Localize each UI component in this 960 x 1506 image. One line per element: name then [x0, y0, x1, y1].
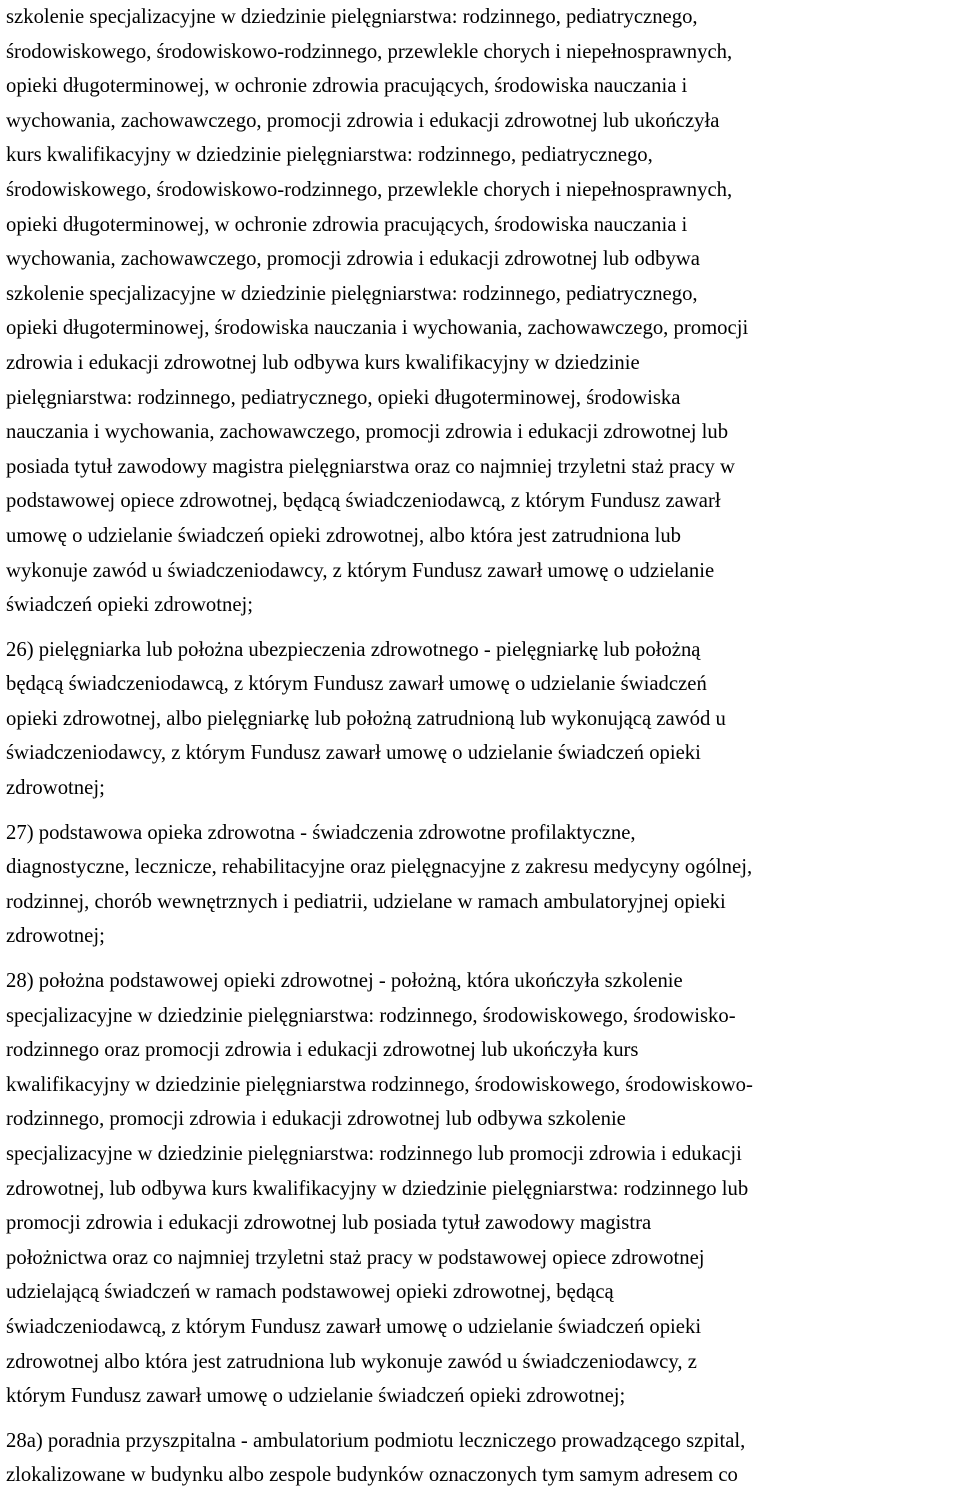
intro-paragraph	[6, 0, 956, 623]
text-line: kwalifikacyjny w dziedzinie pielęgniarstwa rodzinnego, środowiskowego, środowiskowo-	[6, 1073, 753, 1096]
text-line: szkolenie specjalizacyjne w dziedzinie pielęgniarstwa: rodzinnego, pediatrycznego,	[6, 282, 698, 305]
text-line: zdrowotnej;	[6, 925, 105, 948]
text-line: świadczeń opieki zdrowotnej;	[6, 594, 254, 617]
text-line: którym Fundusz zawarł umowę o udzielanie świadczeń opieki zdrowotnej;	[6, 1385, 626, 1408]
text-line: 26) pielęgniarka lub położna ubezpieczenia zdrowotnego - pielęgniarkę lub położną	[6, 638, 701, 661]
text-line: podstawowej opiece zdrowotnej, będącą świadczeniodawcą, z którym Fundusz zawarł	[6, 490, 721, 513]
text-line: 28) położna podstawowej opieki zdrowotnej - położną, która ukończyła szkolenie	[6, 970, 683, 993]
definition-item-27	[6, 816, 956, 954]
text-line: kurs kwalifikacyjny w dziedzinie pielęgniarstwa: rodzinnego, pediatrycznego,	[6, 144, 653, 167]
text-line: wykonuje zawód u świadczeniodawcy, z którym Fundusz zawarł umowę o udzielanie	[6, 559, 715, 582]
paragraph-gap	[6, 806, 956, 816]
text-line: 28a) poradnia przyszpitalna - ambulatorium podmiotu leczniczego prowadzącego szpital,	[6, 1429, 746, 1452]
text-line: położnictwa oraz co najmniej trzyletni staż pracy w podstawowej opiece zdrowotnej	[6, 1246, 705, 1269]
text-line: rodzinnego oraz promocji zdrowia i edukacji zdrowotnej lub ukończyła kurs	[6, 1039, 639, 1062]
text-line: specjalizacyjne w dziedzinie pielęgniarstwa: rodzinnego, środowiskowego, środowisko-	[6, 1004, 736, 1027]
text-line: świadczeniodawcą, z którym Fundusz zawarł umowę o udzielanie świadczeń opieki	[6, 1315, 702, 1338]
text-line: promocji zdrowia i edukacji zdrowotnej lub posiada tytuł zawodowy magistra	[6, 1212, 652, 1235]
text-line: zdrowia i edukacji zdrowotnej lub odbywa kurs kwalifikacyjny w dziedzinie	[6, 351, 640, 374]
definition-item-26	[6, 633, 956, 806]
text-line: opieki długoterminowej, w ochronie zdrowia pracujących, środowiska nauczania i	[6, 75, 688, 98]
text-line: szkolenie specjalizacyjne w dziedzinie pielęgniarstwa: rodzinnego, pediatrycznego,	[6, 6, 698, 28]
text-line: udzielającą świadczeń w ramach podstawowej opieki zdrowotnej, będącą	[6, 1281, 614, 1304]
text-line: świadczeniodawcy, z którym Fundusz zawarł umowę o udzielanie świadczeń opieki	[6, 742, 701, 765]
text-line: pielęgniarstwa: rodzinnego, pediatrycznego, opieki długoterminowej, środowiska	[6, 386, 681, 409]
text-line: zlokalizowane w budynku albo zespole budynków oznaczonych tym samym adresem co	[6, 1464, 738, 1487]
definition-item-28	[6, 964, 956, 1414]
paragraph-gap	[6, 954, 956, 964]
text-line: środowiskowego, środowiskowo-rodzinnego, przewlekle chorych i niepełnosprawnych,	[6, 178, 733, 201]
text-line: opieki zdrowotnej, albo pielęgniarkę lub położną zatrudnioną lub wykonującą zawód u	[6, 707, 726, 730]
text-line: umowę o udzielanie świadczeń opieki zdrowotnej, albo która jest zatrudniona lub	[6, 524, 682, 547]
text-line: zdrowotnej;	[6, 777, 105, 800]
text-line: zdrowotnej albo która jest zatrudniona lub wykonuje zawód u świadczeniodawcy, z	[6, 1350, 697, 1373]
text-line: opieki długoterminowej, środowiska nauczania i wychowania, zachowawczego, promocji	[6, 317, 749, 340]
text-line: wychowania, zachowawczego, promocji zdrowia i edukacji zdrowotnej lub ukończyła	[6, 109, 720, 132]
text-line: zdrowotnej, lub odbywa kurs kwalifikacyjny w dziedzinie pielęgniarstwa: rodzinnego lub	[6, 1177, 749, 1200]
text-line: posiada tytuł zawodowy magistra pielęgniarstwa oraz co najmniej trzyletni staż pracy w	[6, 455, 735, 478]
text-line: specjalizacyjne w dziedzinie pielęgniarstwa: rodzinnego lub promocji zdrowia i edukacji	[6, 1143, 742, 1165]
paragraph-gap	[6, 1414, 956, 1424]
text-line: środowiskowego, środowiskowo-rodzinnego, przewlekle chorych i niepełnosprawnych,	[6, 40, 733, 63]
text-line: rodzinnej, chorób wewnętrznych i pediatrii, udzielane w ramach ambulatoryjnej opieki	[6, 890, 726, 913]
definition-item-28a	[6, 1424, 956, 1493]
text-line: diagnostyczne, lecznicze, rehabilitacyjne oraz pielęgnacyjne z zakresu medycyny ogólnej,	[6, 856, 753, 879]
text-line: nauczania i wychowania, zachowawczego, promocji zdrowia i edukacji zdrowotnej lub	[6, 421, 729, 444]
document-page	[6, 0, 956, 1493]
text-line: opieki długoterminowej, w ochronie zdrowia pracujących, środowiska nauczania i	[6, 213, 688, 236]
text-line: będącą świadczeniodawcą, z którym Fundusz zawarł umowę o udzielanie świadczeń	[6, 673, 707, 696]
text-line: rodzinnego, promocji zdrowia i edukacji zdrowotnej lub odbywa szkolenie	[6, 1108, 626, 1131]
paragraph-gap	[6, 623, 956, 633]
text-line: 27) podstawowa opieka zdrowotna - świadczenia zdrowotne profilaktyczne,	[6, 821, 636, 844]
text-line: wychowania, zachowawczego, promocji zdrowia i edukacji zdrowotnej lub odbywa	[6, 248, 700, 271]
